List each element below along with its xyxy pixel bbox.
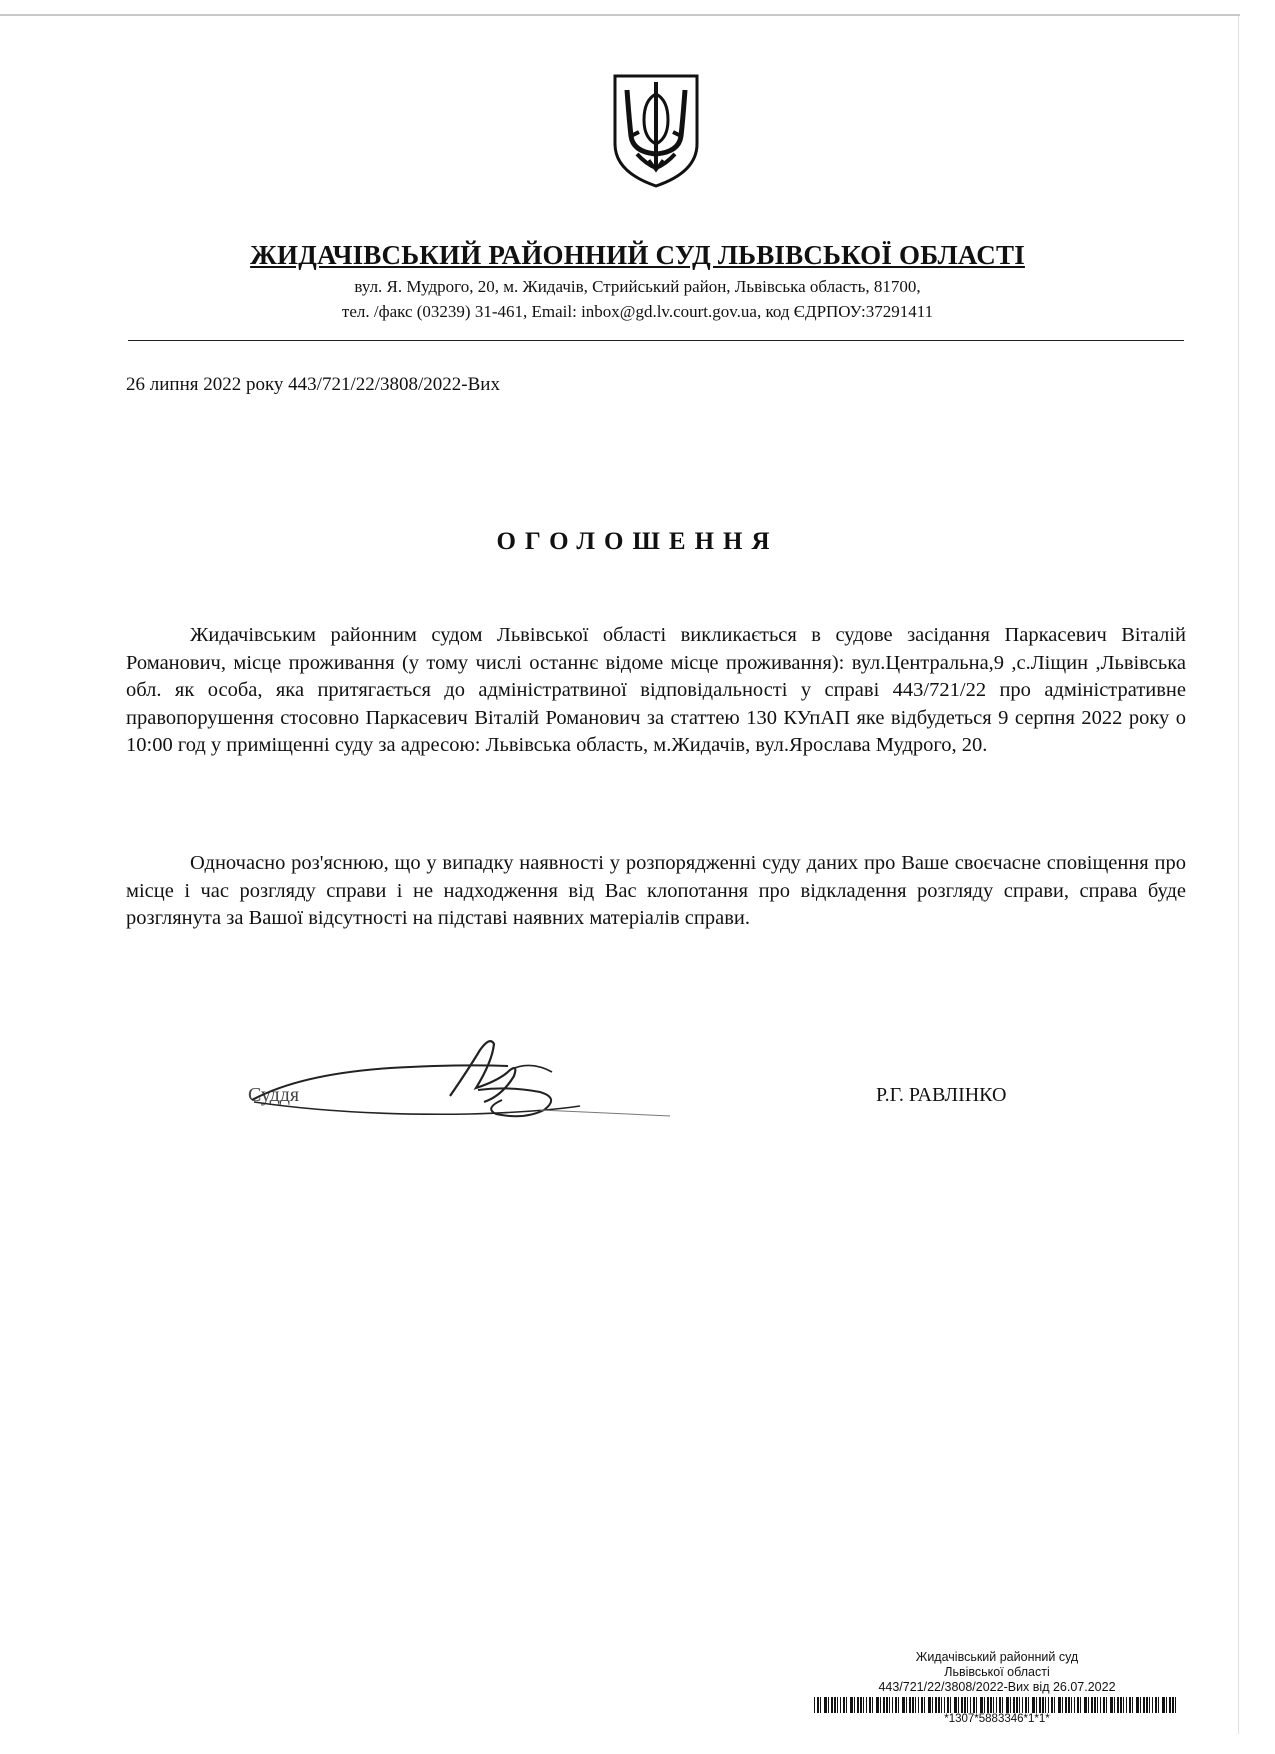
barcode-bar [1110, 1697, 1113, 1713]
barcode-bar [1114, 1697, 1115, 1713]
coat-of-arms-icon [611, 72, 701, 190]
barcode-bar [961, 1697, 963, 1713]
barcode-bar [1097, 1697, 1098, 1713]
barcode-bar [1106, 1697, 1107, 1713]
barcode-bar [1136, 1697, 1139, 1713]
document-title: ОГОЛОШЕННЯ [496, 528, 779, 555]
barcode-bar [1149, 1697, 1150, 1713]
barcode-bar [973, 1697, 975, 1713]
barcode-bar [1175, 1697, 1176, 1713]
barcode-bar [970, 1697, 971, 1713]
barcode-bar [1080, 1697, 1081, 1713]
barcode-bar [1155, 1697, 1157, 1713]
header-divider [128, 340, 1184, 341]
stamp-court-line1: Жидачівський районний суд [915, 1650, 1079, 1664]
barcode-bar [1002, 1697, 1003, 1713]
barcode-bar [915, 1697, 916, 1713]
barcode-bar [1152, 1697, 1153, 1713]
barcode-bar [935, 1697, 937, 1713]
barcode-bar [1006, 1697, 1009, 1713]
barcode-bar [817, 1697, 819, 1713]
barcode-bar [863, 1697, 864, 1713]
stamp-registration-number: 443/721/22/3808/2022-Вих від 26.07.2022 [878, 1680, 1116, 1694]
barcode-bar [918, 1697, 919, 1713]
barcode-bar [1045, 1697, 1046, 1713]
barcode-bar [967, 1697, 968, 1713]
barcode-bar [984, 1697, 985, 1713]
court-name: ЖИДАЧІВСЬКИЙ РАЙОННИЙ СУД ЛЬВІВСЬКОЇ ОБЛАСТІ [250, 240, 1025, 270]
barcode-bar [898, 1697, 899, 1713]
barcode-bar [824, 1697, 827, 1713]
barcode-bar [828, 1697, 829, 1713]
explanation-paragraph: Одночасно роз'яснюю, що у випадку наявності у розпорядженні суду даних про Ваше своєчасне сповіщення про місце і час розгляду справи і не надходження від Вас клопотання про відкладення розгляду справи, справа буде розглянута за Вашої відсутності на підставі наявних матеріалів справи. [126, 852, 1186, 929]
barcode-bar [928, 1697, 931, 1713]
barcode-bar [1019, 1697, 1020, 1713]
barcode-bar [954, 1697, 957, 1713]
barcode-bar [1010, 1697, 1011, 1713]
court-contacts: тел. /факс (03239) 31-461, Email: inbox@gd.lv.court.gov.ua, код ЄДРПОУ:37291411 [341, 302, 934, 321]
barcode-bar [1016, 1697, 1018, 1713]
barcode-bar [895, 1697, 897, 1713]
barcode-bar [883, 1697, 885, 1713]
barcode-bar [964, 1697, 966, 1713]
barcode-bar [820, 1697, 821, 1713]
barcode-bar [932, 1697, 933, 1713]
barcode-bar [1172, 1697, 1174, 1713]
barcode-bar [1068, 1697, 1070, 1713]
barcode-bar [1094, 1697, 1096, 1713]
outgoing-number: 26 липня 2022 року 443/721/22/3808/2022-Вих [126, 374, 500, 395]
barcode-bar [1036, 1697, 1037, 1713]
barcode-bar [872, 1697, 873, 1713]
barcode-bar [906, 1697, 907, 1713]
registration-stamp [812, 1650, 1182, 1726]
barcode-bar [1120, 1697, 1122, 1713]
stamp-court-line2: Львівської області [944, 1665, 1050, 1679]
barcode-bar [990, 1697, 992, 1713]
barcode-bar [876, 1697, 879, 1713]
barcode-bar [1146, 1697, 1148, 1713]
barcode-bar [1100, 1697, 1101, 1713]
barcode-bar [1048, 1697, 1049, 1713]
barcode-bar [854, 1697, 855, 1713]
barcode-bar [814, 1697, 815, 1713]
barcode-bar [1062, 1697, 1063, 1713]
barcode-bar [1013, 1697, 1015, 1713]
barcode-bar [1162, 1697, 1165, 1713]
barcode-bar [1166, 1697, 1167, 1713]
barcode-bar [1158, 1697, 1159, 1713]
barcode-bar [996, 1697, 997, 1713]
barcode-bar [846, 1697, 847, 1713]
barcode-bar [1032, 1697, 1035, 1713]
barcode-bar [889, 1697, 890, 1713]
barcode-bar [834, 1697, 836, 1713]
barcode-bar [1071, 1697, 1072, 1713]
barcode-bar [1123, 1697, 1124, 1713]
barcode-bar [902, 1697, 905, 1713]
barcode-bar [840, 1697, 841, 1713]
barcode-bar [1054, 1697, 1055, 1713]
barcode-bar [1126, 1697, 1127, 1713]
barcode-bar [1084, 1697, 1087, 1713]
barcode-bar [1025, 1697, 1027, 1713]
barcode-bar [1042, 1697, 1044, 1713]
barcode-bar [924, 1697, 925, 1713]
handwritten-signature [240, 1030, 690, 1140]
barcode-bar [1051, 1697, 1053, 1713]
scan-edge-right [1238, 14, 1239, 1734]
barcode-bar [880, 1697, 881, 1713]
judge-name: Р.Г. РАВЛІНКО [876, 1084, 1007, 1106]
barcode-bar [1117, 1697, 1119, 1713]
barcode-bar [843, 1697, 845, 1713]
barcode-bar [958, 1697, 959, 1713]
barcode-bar [1077, 1697, 1079, 1713]
barcode-bar [866, 1697, 867, 1713]
barcode-caption: *1307*5883346*1*1* [944, 1713, 1050, 1725]
barcode-bar [857, 1697, 859, 1713]
barcode-bar [860, 1697, 862, 1713]
barcode-bar [950, 1697, 951, 1713]
barcode-bar [941, 1697, 942, 1713]
barcode-bar [1091, 1697, 1093, 1713]
barcode-bar [1103, 1697, 1105, 1713]
barcode-bar [1169, 1697, 1171, 1713]
barcode [812, 1697, 1182, 1713]
barcode-bar [909, 1697, 911, 1713]
barcode-bar [1058, 1697, 1061, 1713]
barcode-bar [1143, 1697, 1145, 1713]
barcode-bar [1088, 1697, 1089, 1713]
barcode-bar [921, 1697, 923, 1713]
barcode-bar [1065, 1697, 1067, 1713]
barcode-bar [1022, 1697, 1023, 1713]
barcode-bar [1039, 1697, 1041, 1713]
judge-label: Суддя [248, 1084, 300, 1106]
barcode-bar [993, 1697, 994, 1713]
barcode-bar [892, 1697, 893, 1713]
barcode-bar [1028, 1697, 1029, 1713]
barcode-bar [947, 1697, 949, 1713]
barcode-bar [1132, 1697, 1133, 1713]
barcode-bar [850, 1697, 853, 1713]
scan-edge-top [0, 14, 1240, 16]
barcode-bar [999, 1697, 1001, 1713]
court-address: вул. Я. Мудрого, 20, м. Жидачів, Стрийський район, Львівська область, 81700, [354, 277, 921, 296]
barcode-bar [886, 1697, 888, 1713]
barcode-bar [938, 1697, 940, 1713]
barcode-bar [912, 1697, 914, 1713]
barcode-bar [987, 1697, 989, 1713]
announcement-paragraph: Жидачівським районним судом Львівської області викликається в судове засідання Паркасевич Віталій Романович, місце проживання (у тому числі останнє відоме місце проживання): вул.Центральна,9 ,с.Ліщин ,Львівська обл. як особа, яка притягається до адміністратвиної відповідальності у справі 443/721/22 про адміністративне правопорушення стосовно Паркасевич Віталій Романович за статтею 130 КУпАП яке відбудеться 9 серпня 2022 року о 10:00 год у приміщенні суду за адресою: Львівська область, м.Жидачів, вул.Ярослава Мудрого, 20. [126, 624, 1186, 756]
barcode-bar [944, 1697, 945, 1713]
barcode-bar [976, 1697, 977, 1713]
barcode-bar [980, 1697, 983, 1713]
barcode-bar [1140, 1697, 1141, 1713]
barcode-bar [837, 1697, 838, 1713]
barcode-bar [1074, 1697, 1075, 1713]
barcode-bar [831, 1697, 833, 1713]
barcode-bar [869, 1697, 871, 1713]
barcode-bar [1129, 1697, 1131, 1713]
